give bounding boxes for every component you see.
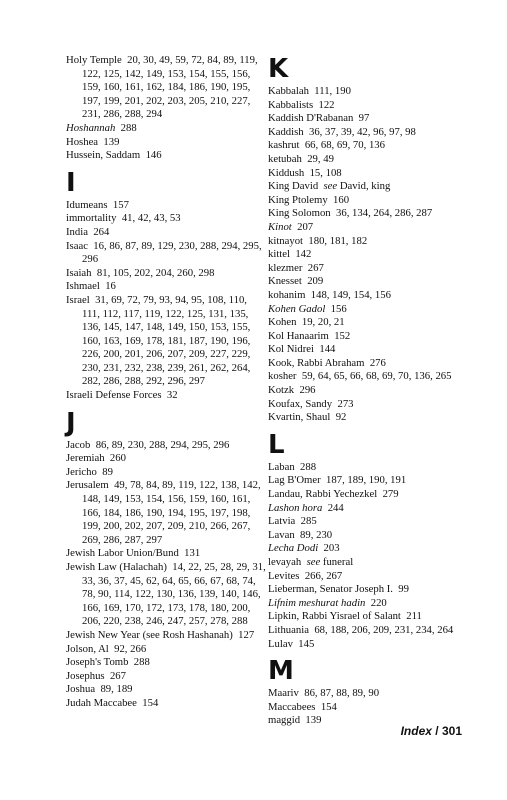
page-references: 92 — [335, 411, 347, 424]
page-references: 220 — [370, 596, 387, 609]
index-entry — [268, 126, 464, 140]
page-references: 36, 37, 39, 42, 96, 97, 98 — [308, 125, 416, 138]
index-entry — [268, 583, 464, 597]
page-references: 264 — [93, 225, 110, 238]
footer-separator: / — [435, 724, 439, 738]
page-references: 29, 49 — [307, 152, 334, 165]
page-references: 145 — [298, 637, 315, 650]
index-entry — [268, 515, 464, 529]
page-references: 31, 69, 72, 79, 93, 94, 95, 108, 110, 111, 112, 117, 119, 122, 125, 131, 135, 136, 145, 147, 148, 149, 150, 153, 155, 160, 163, 169, 178, 181, 187, 190, 196, 226, 200, 201, 206, 207, 209, 227, 229, 230, 231, 232, 238, 239, 261, 262, 264, 282, 286, 288, 292, 296, 297 — [82, 293, 251, 388]
index-entry — [268, 597, 464, 611]
index-term: ketubah — [268, 152, 302, 165]
page-references: 36, 134, 264, 286, 287 — [336, 207, 433, 220]
page-references: 89 — [102, 465, 113, 478]
page-references: 244 — [327, 501, 344, 514]
index-term: Ishmael — [66, 280, 100, 293]
page-references: 144 — [319, 343, 336, 356]
page-references: 86, 89, 230, 288, 294, 295, 296 — [95, 438, 230, 451]
index-term: Kol Hanaarim — [268, 329, 329, 342]
page-references: 139 — [103, 135, 120, 148]
page-references: 279 — [382, 488, 399, 501]
page-references: 266, 267 — [304, 569, 343, 582]
page-references: 203 — [323, 542, 340, 555]
page-references: 131 — [184, 547, 201, 560]
index-entry — [268, 248, 464, 262]
index-entry — [66, 466, 266, 480]
index-entry — [66, 267, 266, 281]
index-term: Latvia — [268, 515, 296, 528]
page-references: 267 — [109, 669, 126, 682]
index-entry — [66, 629, 266, 643]
index-entry — [66, 643, 266, 657]
index-term: Israeli Defense Forces — [66, 389, 162, 402]
index-entry — [268, 85, 464, 99]
page-references: 157 — [112, 198, 129, 211]
page-references: 81, 105, 202, 204, 260, 298 — [96, 266, 215, 279]
index-entry — [268, 502, 464, 516]
index-entry — [268, 398, 464, 412]
index-entry — [66, 136, 266, 150]
index-term: Maccabees — [268, 700, 316, 713]
page-references: 154 — [320, 700, 337, 713]
index-term: Jacob — [66, 438, 91, 451]
index-term: Kohen Gadol — [268, 302, 326, 315]
page-references: 207 — [297, 220, 314, 233]
index-entry — [66, 212, 266, 226]
index-term: Idumeans — [66, 198, 108, 211]
index-term: Kol Nidrei — [268, 343, 315, 356]
section-letter-heading: I — [66, 167, 75, 198]
index-term: Jewish Law (Halachah) — [66, 561, 167, 573]
index-entry — [268, 139, 464, 153]
index-term: Jericho — [66, 465, 97, 478]
index-entry — [66, 452, 266, 466]
index-entry — [268, 303, 464, 317]
index-term: kosher — [268, 370, 297, 383]
index-entry — [66, 226, 266, 240]
index-term: India — [66, 225, 88, 238]
index-column-left — [66, 54, 266, 711]
index-entry — [268, 289, 464, 303]
footer-label: Index — [400, 724, 432, 738]
index-entry — [268, 207, 464, 221]
index-entry — [268, 474, 464, 488]
page-references: 211 — [406, 610, 422, 623]
page-number: 301 — [441, 724, 462, 738]
index-term: Koufax, Sandy — [268, 397, 333, 410]
page-references: 16, 86, 87, 89, 129, 230, 288, 294, 295, 296 — [82, 239, 262, 266]
index-term: immortality — [66, 212, 117, 225]
index-term: Holy Temple — [66, 54, 122, 66]
index-entry — [66, 683, 266, 697]
page-references: 187, 189, 190, 191 — [326, 474, 407, 487]
index-entry — [66, 149, 266, 163]
index-entry — [268, 194, 464, 208]
see-target: funeral — [322, 556, 354, 568]
index-term: Jewish New Year (see Rosh Hashanah) — [66, 628, 233, 641]
index-term: Maariv — [268, 687, 299, 700]
page-references: 122 — [318, 98, 335, 111]
index-term: Joshua — [66, 683, 96, 696]
index-term: Landau, Rabbi Yechezkel — [268, 488, 378, 501]
index-term: King David — [268, 180, 319, 193]
index-term: Kook, Rabbi Abraham — [268, 356, 365, 369]
index-entry — [268, 701, 464, 715]
index-term: Isaiah — [66, 266, 92, 279]
page-references: 41, 42, 43, 53 — [121, 212, 181, 225]
index-entry — [66, 389, 266, 403]
page-references: 92, 266 — [114, 642, 147, 655]
index-entry — [268, 529, 464, 543]
index-entry — [268, 556, 464, 570]
page-references: 288 — [300, 460, 317, 473]
page-references: 89, 189 — [100, 683, 133, 696]
index-term: Kinot — [268, 220, 292, 233]
page-references: 296 — [299, 384, 316, 397]
index-term: Jeremiah — [66, 452, 105, 465]
index-entry — [66, 479, 266, 547]
index-term: Kabbalah — [268, 85, 309, 97]
index-term: Levites — [268, 569, 300, 582]
index-term: Lipkin, Rabbi Yisrael of Salant — [268, 610, 401, 623]
index-term: Josephus — [66, 669, 105, 682]
page-references: 276 — [369, 356, 386, 369]
page-references: 66, 68, 69, 70, 136 — [304, 139, 385, 152]
index-entry — [268, 99, 464, 113]
page-references: 288 — [133, 656, 150, 669]
index-term: Kabbalists — [268, 98, 314, 111]
index-term: kitnayot — [268, 234, 304, 247]
page-references: 267 — [307, 261, 324, 274]
page-references: 19, 20, 21 — [301, 316, 345, 329]
index-term: Kohen — [268, 316, 297, 329]
index-term: Kaddish D'Rabanan — [268, 112, 354, 125]
index-entry — [66, 54, 266, 122]
page-references: 20, 30, 49, 59, 72, 84, 89, 119, 122, 125, 142, 149, 153, 154, 155, 156, 159, 160, 161, 162, 184, 186, 190, 195, 197, 199, 201, 202, 203, 205, 210, 227, 231, 286, 288, 294 — [82, 54, 258, 121]
index-term: Kaddish — [268, 125, 304, 138]
page-references: 146 — [145, 149, 162, 162]
page-references: 273 — [337, 397, 354, 410]
index-entry — [66, 199, 266, 213]
index-entry — [268, 610, 464, 624]
index-entry — [268, 221, 464, 235]
index-entry — [268, 488, 464, 502]
index-term: Kvartin, Shaul — [268, 411, 331, 424]
index-entry — [268, 370, 464, 384]
page-references: 156 — [330, 302, 347, 315]
index-term: Lag B'Omer — [268, 474, 321, 487]
page-references: 160 — [333, 193, 350, 206]
index-entry — [66, 561, 266, 629]
index-term: Isaac — [66, 239, 88, 252]
index-entry — [268, 112, 464, 126]
index-entry — [268, 316, 464, 330]
index-entry — [66, 280, 266, 294]
index-entry — [268, 330, 464, 344]
index-column-right — [268, 54, 464, 728]
index-term: Jewish Labor Union/Bund — [66, 547, 179, 560]
page-footer — [401, 724, 462, 738]
index-term: Lavan — [268, 528, 295, 541]
index-entry — [66, 697, 266, 711]
index-entry — [268, 624, 464, 638]
page-references: 14, 22, 25, 28, 29, 31, 33, 36, 37, 45, 62, 64, 65, 66, 67, 68, 74, 78, 90, 114, 122, 130, 136, 139, 140, 146, 166, 169, 170, 172, 173, 178, 180, 200, 206, 220, 238, 246, 247, 257, 278, 288 — [82, 561, 266, 628]
index-entry — [268, 384, 464, 398]
index-entry — [268, 153, 464, 167]
page-references: 127 — [238, 628, 255, 641]
index-term: King Ptolemy — [268, 193, 328, 206]
index-term: Knesset — [268, 275, 302, 288]
section-letter-heading: L — [268, 429, 284, 460]
index-term: Jerusalem — [66, 479, 109, 492]
page-references: 15, 108 — [309, 166, 342, 179]
index-entry — [268, 262, 464, 276]
index-entry — [66, 439, 266, 453]
page-references: 154 — [142, 696, 159, 709]
page-references: 142 — [295, 248, 312, 261]
index-term: Lashon hora — [268, 501, 323, 514]
page-references: 49, 78, 84, 89, 119, 122, 138, 142, 148, 149, 153, 154, 156, 159, 160, 161, 166, 184, 186, 190, 194, 195, 197, 198, 199, 200, 202, 207, 209, 210, 266, 267, 269, 286, 287, 297 — [82, 479, 261, 546]
index-term: Judah Maccabee — [66, 696, 137, 709]
index-term: Laban — [268, 460, 295, 473]
index-entry — [66, 670, 266, 684]
index-term: Jolson, Al — [66, 642, 109, 655]
page-references: 180, 181, 182 — [308, 234, 368, 247]
index-entry — [66, 656, 266, 670]
index-entry — [66, 122, 266, 136]
index-term: Israel — [66, 293, 90, 306]
see-target: David, king — [339, 180, 391, 193]
page-references: 152 — [334, 329, 351, 342]
index-term: Hoshannah — [66, 121, 116, 134]
section-letter-heading: J — [66, 407, 75, 438]
index-entry — [66, 547, 266, 561]
section-letter-heading: K — [268, 54, 288, 84]
index-term: Lulav — [268, 637, 293, 650]
index-term: Hussein, Saddam — [66, 149, 141, 162]
index-entry — [268, 357, 464, 371]
index-entry — [268, 343, 464, 357]
page-references: 209 — [307, 275, 324, 288]
index-entry — [268, 167, 464, 181]
see-reference: see — [323, 180, 338, 193]
index-term: kashrut — [268, 139, 300, 152]
page-references: 89, 230 — [300, 528, 333, 541]
page-references: 139 — [305, 714, 322, 727]
index-term: Hoshea — [66, 135, 99, 148]
index-term: Kotzk — [268, 384, 295, 397]
index-term: kohanim — [268, 288, 306, 301]
index-entry — [66, 240, 266, 267]
page-references: 285 — [300, 515, 317, 528]
page-references: 99 — [398, 583, 409, 596]
page-references: 16 — [105, 280, 116, 293]
index-term: Lithuania — [268, 623, 309, 636]
index-entry — [268, 638, 464, 652]
page-references: 111, 190 — [314, 85, 351, 97]
index-term: Joseph's Tomb — [66, 656, 129, 669]
index-entry — [268, 235, 464, 249]
index-term: Lieberman, Senator Joseph I. — [268, 583, 393, 596]
index-term: King Solomon — [268, 207, 331, 220]
page-references: 288 — [120, 121, 137, 134]
index-entry — [268, 461, 464, 475]
index-entry — [66, 294, 266, 389]
index-term: Lecha Dodi — [268, 542, 319, 555]
page-references: 97 — [358, 112, 370, 125]
section-letter-heading: M — [268, 656, 293, 687]
index-term: Kiddush — [268, 166, 305, 179]
page-references: 260 — [109, 452, 126, 465]
index-term: maggid — [268, 714, 301, 727]
page-references: 148, 149, 154, 156 — [310, 288, 391, 301]
index-entry — [268, 687, 464, 701]
index-entry — [268, 542, 464, 556]
index-term: levayah — [268, 556, 302, 568]
index-term: klezmer — [268, 261, 303, 274]
index-entry — [268, 275, 464, 289]
page-references: 68, 188, 206, 209, 231, 234, 264 — [314, 623, 454, 636]
see-reference: see — [306, 556, 321, 568]
index-term: Lifnim meshurat hadin — [268, 596, 366, 609]
page-references: 86, 87, 88, 89, 90 — [304, 687, 380, 700]
page-references: 59, 64, 65, 66, 68, 69, 70, 136, 265 — [301, 370, 452, 383]
index-entry — [268, 570, 464, 584]
index-entry — [268, 180, 464, 194]
page-references: 32 — [166, 389, 178, 402]
index-term: kittel — [268, 248, 290, 261]
index-entry — [268, 411, 464, 425]
